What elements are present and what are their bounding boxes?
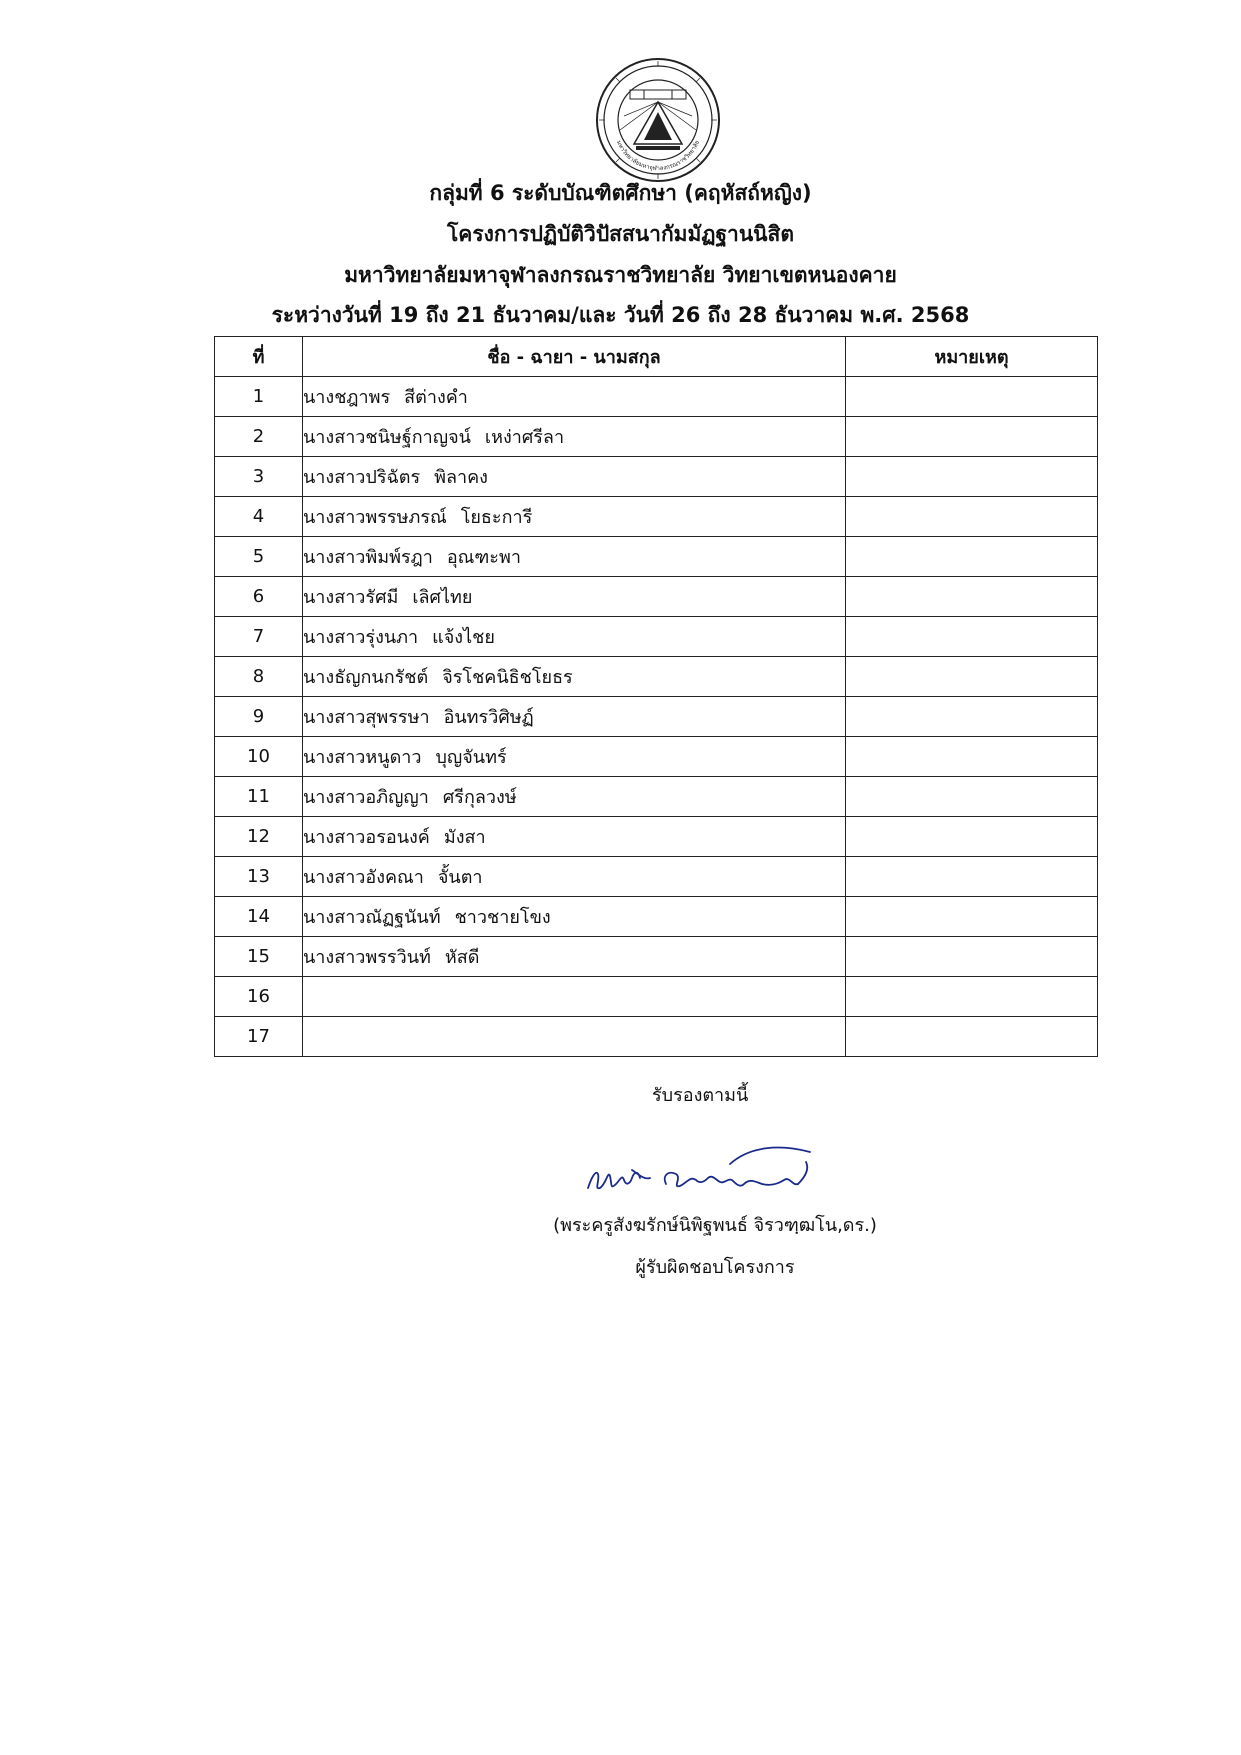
participant-first-name: นางสาวพรรษภรณ์ xyxy=(303,507,447,528)
participant-name xyxy=(303,737,846,777)
participant-first-name: นางสาวพรรวินท์ xyxy=(303,947,431,968)
participant-last-name: สีต่างคำ xyxy=(404,387,468,408)
row-number: 6 xyxy=(215,577,303,617)
participant-name xyxy=(303,977,846,1017)
participant-name xyxy=(303,937,846,977)
row-number: 8 xyxy=(215,657,303,697)
participant-first-name: นางสาวชนิษฐ์กาญจน์ xyxy=(303,427,471,448)
table-row xyxy=(215,537,1098,577)
participant-name xyxy=(303,777,846,817)
participant-first-name: นางสาวณัฏฐนันท์ xyxy=(303,907,441,928)
remark-cell xyxy=(846,777,1098,817)
header-no: ที่ xyxy=(215,337,303,377)
participant-first-name: นางสาวอังคณา xyxy=(303,867,424,888)
participant-last-name: จิรโชคนิธิชโยธร xyxy=(442,667,573,688)
participant-name xyxy=(303,417,846,457)
signer-role: ผู้รับผิดชอบโครงการ xyxy=(635,1257,795,1278)
remark-cell xyxy=(846,977,1098,1017)
row-number: 9 xyxy=(215,697,303,737)
table-row xyxy=(215,617,1098,657)
remark-cell xyxy=(846,817,1098,857)
remark-cell xyxy=(846,617,1098,657)
participant-name xyxy=(303,817,846,857)
table-row xyxy=(215,1017,1098,1057)
participant-last-name: อุณฑะพา xyxy=(446,547,521,568)
row-number: 11 xyxy=(215,777,303,817)
remark-cell xyxy=(846,1017,1098,1057)
participant-table xyxy=(214,336,1098,1057)
date-range-title: ระหว่างวันที่ 19 ถึง 21 ธันวาคม/และ วันที่ 26 ถึง 28 ธันวาคม พ.ศ. 2568 xyxy=(271,303,970,327)
row-number: 7 xyxy=(215,617,303,657)
participant-first-name: นางสาวหนูดาว xyxy=(303,747,422,768)
table-row xyxy=(215,657,1098,697)
participant-last-name: อินทรวิศิษฏ์ xyxy=(443,707,534,728)
row-number: 10 xyxy=(215,737,303,777)
remark-cell xyxy=(846,537,1098,577)
participant-name xyxy=(303,857,846,897)
participant-first-name: นางสาวรัศมี xyxy=(303,587,399,608)
participant-last-name: มังสา xyxy=(443,827,486,848)
row-number: 4 xyxy=(215,497,303,537)
remark-cell xyxy=(846,897,1098,937)
remark-cell xyxy=(846,377,1098,417)
participant-name xyxy=(303,577,846,617)
remark-cell xyxy=(846,937,1098,977)
table-row xyxy=(215,817,1098,857)
participant-last-name: เลิศไทย xyxy=(412,587,473,608)
group-title: กลุ่มที่ 6 ระดับบัณฑิตศึกษา (คฤหัสถ์หญิง) xyxy=(429,181,812,205)
participant-last-name: แจ้งไชย xyxy=(432,627,495,648)
row-number: 13 xyxy=(215,857,303,897)
participant-name xyxy=(303,1017,846,1057)
remark-cell xyxy=(846,497,1098,537)
table-row xyxy=(215,457,1098,497)
table-row xyxy=(215,417,1098,457)
participant-last-name: โยธะการี xyxy=(460,507,533,528)
certify-text: รับรองตามนี้ xyxy=(652,1085,749,1106)
table-row xyxy=(215,857,1098,897)
table-body xyxy=(215,377,1098,1057)
participant-name xyxy=(303,537,846,577)
signer-name: (พระครูสังฆรักษ์นิพิฐพนธ์ จิรวฑฺฒโน,ดร.) xyxy=(553,1215,877,1236)
participant-last-name: หัสดี xyxy=(444,947,480,968)
participant-name xyxy=(303,377,846,417)
participant-name xyxy=(303,897,846,937)
remark-cell xyxy=(846,857,1098,897)
participant-name xyxy=(303,457,846,497)
remark-cell xyxy=(846,417,1098,457)
participant-first-name: นางสาวสุพรรษา xyxy=(303,707,430,728)
participant-name xyxy=(303,617,846,657)
table-row xyxy=(215,897,1098,937)
university-seal-logo xyxy=(594,56,722,184)
row-number: 17 xyxy=(215,1017,303,1057)
row-number: 1 xyxy=(215,377,303,417)
table-row xyxy=(215,377,1098,417)
participant-last-name: พิลาคง xyxy=(434,467,488,488)
table-row xyxy=(215,497,1098,537)
header-name: ชื่อ - ฉายา - นามสกุล xyxy=(303,337,846,377)
header-remark: หมายเหตุ xyxy=(846,337,1098,377)
participant-first-name: นางสาวรุ่งนภา xyxy=(303,627,419,648)
remark-cell xyxy=(846,737,1098,777)
handwritten-signature xyxy=(580,1140,820,1200)
participant-first-name: นางสาวปริฉัตร xyxy=(303,467,421,488)
participant-name xyxy=(303,697,846,737)
participant-first-name: นางสาวพิมพ์รฎา xyxy=(303,547,433,568)
table-row xyxy=(215,577,1098,617)
table-row xyxy=(215,777,1098,817)
table-header-row xyxy=(215,337,1098,377)
row-number: 3 xyxy=(215,457,303,497)
row-number: 15 xyxy=(215,937,303,977)
participant-name xyxy=(303,657,846,697)
participant-first-name: นางสาวอภิญญา xyxy=(303,787,429,808)
svg-text:มหาวิทยาลัยมหาจุฬาลงกรณราชวิทย: มหาวิทยาลัยมหาจุฬาลงกรณราชวิทยาลัย xyxy=(614,139,702,173)
participant-first-name: นางชฎาพร xyxy=(303,387,391,408)
remark-cell xyxy=(846,657,1098,697)
participant-last-name: ชาวชายโขง xyxy=(454,907,551,928)
participant-last-name: ศรีกุลวงษ์ xyxy=(442,787,517,808)
table-row xyxy=(215,697,1098,737)
participant-last-name: เหง่าศรีลา xyxy=(484,427,565,448)
table-row xyxy=(215,737,1098,777)
row-number: 16 xyxy=(215,977,303,1017)
row-number: 12 xyxy=(215,817,303,857)
participant-first-name: นางธัญกนกรัชต์ xyxy=(303,667,429,688)
participant-name xyxy=(303,497,846,537)
remark-cell xyxy=(846,697,1098,737)
remark-cell xyxy=(846,577,1098,617)
participant-last-name: จั้นตา xyxy=(437,867,483,888)
participant-first-name: นางสาวอรอนงค์ xyxy=(303,827,430,848)
row-number: 5 xyxy=(215,537,303,577)
university-campus-title: มหาวิทยาลัยมหาจุฬาลงกรณราชวิทยาลัย วิทยาเขตหนองคาย xyxy=(344,263,897,287)
row-number: 14 xyxy=(215,897,303,937)
table-row xyxy=(215,977,1098,1017)
project-title: โครงการปฏิบัติวิปัสสนากัมมัฏฐานนิสิต xyxy=(447,222,794,246)
table-row xyxy=(215,937,1098,977)
row-number: 2 xyxy=(215,417,303,457)
participant-last-name: บุญจันทร์ xyxy=(435,747,507,768)
remark-cell xyxy=(846,457,1098,497)
